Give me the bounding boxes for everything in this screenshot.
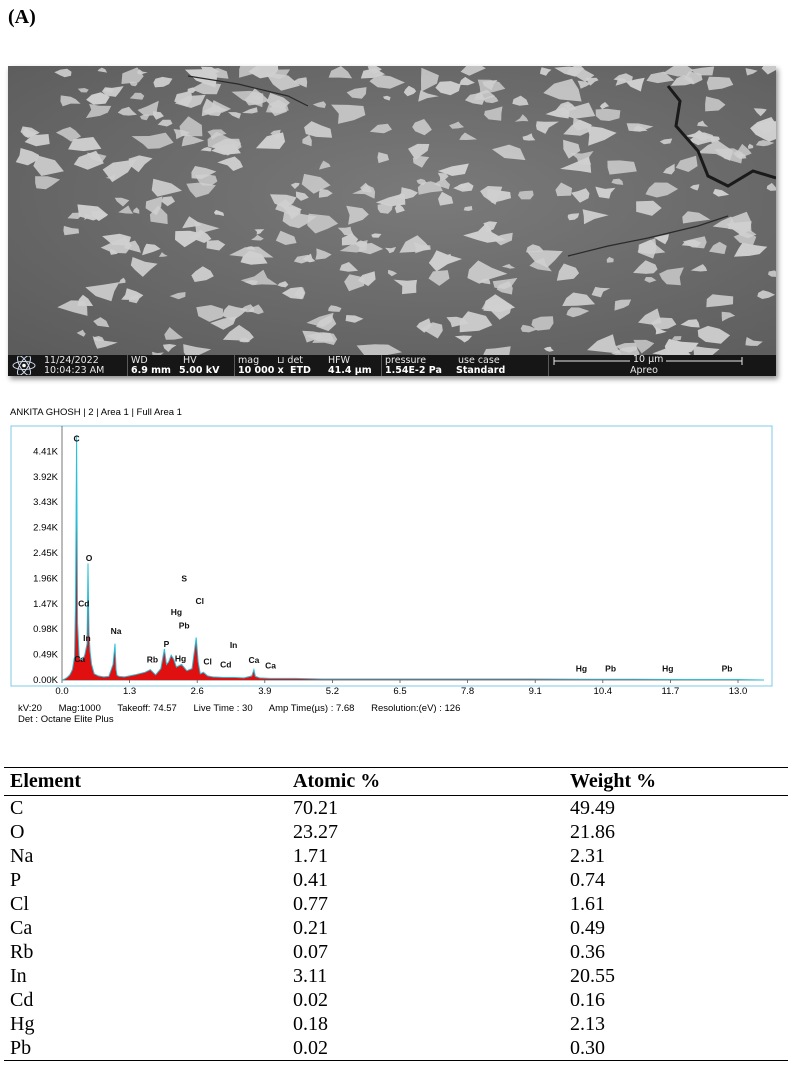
peak-label: Ca bbox=[74, 653, 86, 664]
peak-label: C bbox=[73, 433, 80, 444]
peak-label: P bbox=[163, 638, 170, 649]
peak-label: S bbox=[181, 573, 188, 584]
element-cell: In bbox=[10, 965, 27, 987]
plot-frame bbox=[11, 426, 772, 686]
sem-wd-label: WD bbox=[131, 355, 148, 366]
x-tick-label: 11.7 bbox=[661, 686, 680, 697]
peak-label: Hg bbox=[170, 607, 183, 618]
table-row bbox=[4, 1036, 788, 1060]
atomic-cell: 23.27 bbox=[293, 821, 338, 843]
weight-cell: 0.36 bbox=[570, 941, 605, 963]
weight-cell: 0.74 bbox=[570, 869, 605, 891]
weight-cell: 20.55 bbox=[570, 965, 615, 987]
element-cell: Rb bbox=[10, 941, 34, 963]
sem-pressure-value: 1.54E-2 Pa bbox=[385, 365, 442, 376]
sem-hfw-value: 41.4 µm bbox=[328, 365, 372, 376]
eds-amp-time: Amp Time(µs) : 7.68 bbox=[268, 703, 355, 714]
sem-micrograph bbox=[8, 66, 776, 376]
y-tick-label: 4.41K bbox=[33, 446, 58, 458]
x-tick-label: 1.3 bbox=[122, 686, 137, 697]
header-weight: Weight % bbox=[570, 770, 657, 792]
peak-label: In bbox=[83, 633, 91, 644]
weight-cell: 0.49 bbox=[570, 917, 605, 939]
composition-table bbox=[4, 767, 788, 1061]
peak-label: O bbox=[85, 552, 93, 563]
weight-cell: 2.31 bbox=[570, 845, 605, 867]
sem-instrument: Apreo bbox=[630, 365, 658, 376]
table-row bbox=[4, 892, 788, 916]
peak-label: In bbox=[229, 639, 238, 650]
element-cell: Cl bbox=[10, 893, 29, 915]
peak-label: Cd bbox=[78, 598, 90, 609]
y-tick-label: 3.43K bbox=[33, 497, 58, 509]
sem-det-value: ETD bbox=[290, 365, 311, 376]
element-cell: Pb bbox=[10, 1037, 32, 1059]
x-tick-label: 6.5 bbox=[393, 686, 407, 697]
eds-spectrum bbox=[0, 398, 789, 738]
element-cell: C bbox=[10, 797, 24, 819]
peak-label: Pb bbox=[605, 663, 617, 674]
atomic-cell: 0.77 bbox=[293, 893, 328, 915]
element-cell: Hg bbox=[10, 1013, 35, 1035]
table-header bbox=[4, 768, 788, 796]
atomic-cell: 0.18 bbox=[293, 1013, 328, 1035]
x-tick-label: 7.8 bbox=[460, 686, 475, 697]
peak-label: Cl bbox=[203, 656, 212, 667]
sem-wd-value: 6.9 mm bbox=[131, 365, 171, 376]
atomic-cell: 70.21 bbox=[293, 797, 338, 819]
table-body bbox=[4, 796, 788, 1060]
table-row bbox=[4, 964, 788, 988]
x-tick-label: 5.2 bbox=[325, 686, 340, 697]
table-row bbox=[4, 1012, 788, 1036]
peak-label: Rb bbox=[146, 654, 159, 665]
peak-label: Pb bbox=[721, 663, 733, 674]
y-tick-label: 2.45K bbox=[33, 548, 58, 559]
y-tick-label: 1.47K bbox=[33, 598, 58, 610]
weight-cell: 0.30 bbox=[570, 1037, 605, 1059]
atomic-cell: 3.11 bbox=[293, 965, 328, 987]
peak-label: Hg bbox=[174, 653, 187, 664]
y-tick-label: 3.92K bbox=[33, 471, 58, 483]
weight-cell: 49.49 bbox=[570, 797, 615, 819]
atomic-cell: 0.41 bbox=[293, 869, 328, 891]
x-tick-label: 13.0 bbox=[728, 686, 748, 697]
table-row bbox=[4, 844, 788, 868]
sem-date: 11/24/2022 bbox=[44, 355, 99, 366]
table-row bbox=[4, 820, 788, 844]
element-cell: Na bbox=[10, 845, 34, 867]
y-tick-label: 0.98K bbox=[33, 624, 58, 636]
y-tick-label: 0.49K bbox=[33, 649, 58, 661]
atom-logo-icon bbox=[10, 356, 38, 375]
x-tick-label: 2.6 bbox=[190, 686, 204, 697]
eds-kv: kV:20 bbox=[18, 703, 42, 714]
peak-label: Na bbox=[110, 625, 122, 636]
table-row bbox=[4, 868, 788, 892]
peak-label: Hg bbox=[662, 663, 674, 674]
eds-takeoff: Takeoff: 74.57 bbox=[117, 703, 177, 714]
element-cell: O bbox=[10, 821, 25, 843]
atomic-cell: 0.07 bbox=[293, 941, 328, 963]
weight-cell: 21.86 bbox=[570, 821, 615, 843]
x-tick-label: 10.4 bbox=[593, 686, 613, 697]
sem-mag-value: 10 000 x bbox=[238, 365, 284, 376]
peak-label: Cl bbox=[195, 595, 205, 606]
peak-label: Pb bbox=[178, 620, 190, 631]
header-element: Element bbox=[10, 770, 82, 792]
header-atomic: Atomic % bbox=[293, 770, 381, 792]
sem-use-case-value: Standard bbox=[456, 365, 506, 376]
weight-cell: 2.13 bbox=[570, 1013, 605, 1035]
atomic-cell: 0.02 bbox=[293, 989, 328, 1011]
table-row bbox=[4, 916, 788, 940]
scale-bar-label: 10 µm bbox=[630, 355, 666, 365]
peak-label: Hg bbox=[575, 663, 588, 674]
x-tick-label: 9.1 bbox=[528, 686, 542, 697]
x-tick-label: 3.9 bbox=[258, 686, 272, 697]
eds-live-time: Live Time : 30 bbox=[193, 703, 253, 714]
y-tick-label: 2.94K bbox=[33, 522, 58, 534]
table-row bbox=[4, 988, 788, 1012]
x-tick-label: 0.0 bbox=[55, 686, 69, 697]
element-cell: Cd bbox=[10, 989, 34, 1011]
element-cell: P bbox=[10, 869, 22, 891]
sem-time: 10:04:23 AM bbox=[44, 365, 105, 376]
atomic-cell: 0.21 bbox=[293, 917, 328, 939]
sem-pressure-label: pressure bbox=[385, 355, 427, 366]
eds-mag: Mag:1000 bbox=[58, 703, 101, 714]
sem-hv-value: 5.00 kV bbox=[179, 365, 220, 376]
table-row bbox=[4, 940, 788, 964]
sem-det-label: ⊔ det bbox=[277, 355, 304, 366]
table-row bbox=[4, 796, 788, 820]
panel-label: (A) bbox=[8, 6, 36, 28]
eds-meta bbox=[18, 703, 474, 714]
eds-chart bbox=[0, 398, 789, 698]
sem-hv-label: HV bbox=[183, 355, 197, 366]
peak-label: Ca bbox=[265, 660, 276, 671]
sem-info-bar bbox=[8, 355, 776, 376]
eds-detector: Det : Octane Elite Plus bbox=[18, 714, 114, 725]
peak-label: Ca bbox=[248, 654, 260, 665]
element-cell: Ca bbox=[10, 917, 33, 939]
sem-use-case-label: use case bbox=[458, 355, 500, 366]
sem-hfw-label: HFW bbox=[328, 355, 351, 366]
eds-resolution: Resolution:(eV) : 126 bbox=[371, 703, 461, 714]
eds-title: ANKITA GHOSH | 2 | Area 1 | Full Area 1 bbox=[10, 407, 182, 418]
weight-cell: 1.61 bbox=[570, 893, 605, 915]
weight-cell: 0.16 bbox=[570, 989, 605, 1011]
atomic-cell: 1.71 bbox=[293, 845, 328, 867]
peak-label: Cd bbox=[220, 659, 232, 670]
sem-image bbox=[8, 66, 776, 355]
y-tick-label: 0.00K bbox=[33, 675, 58, 686]
y-tick-label: 1.96K bbox=[33, 573, 58, 585]
atomic-cell: 0.02 bbox=[293, 1037, 328, 1059]
sem-mag-label: mag bbox=[238, 355, 260, 366]
